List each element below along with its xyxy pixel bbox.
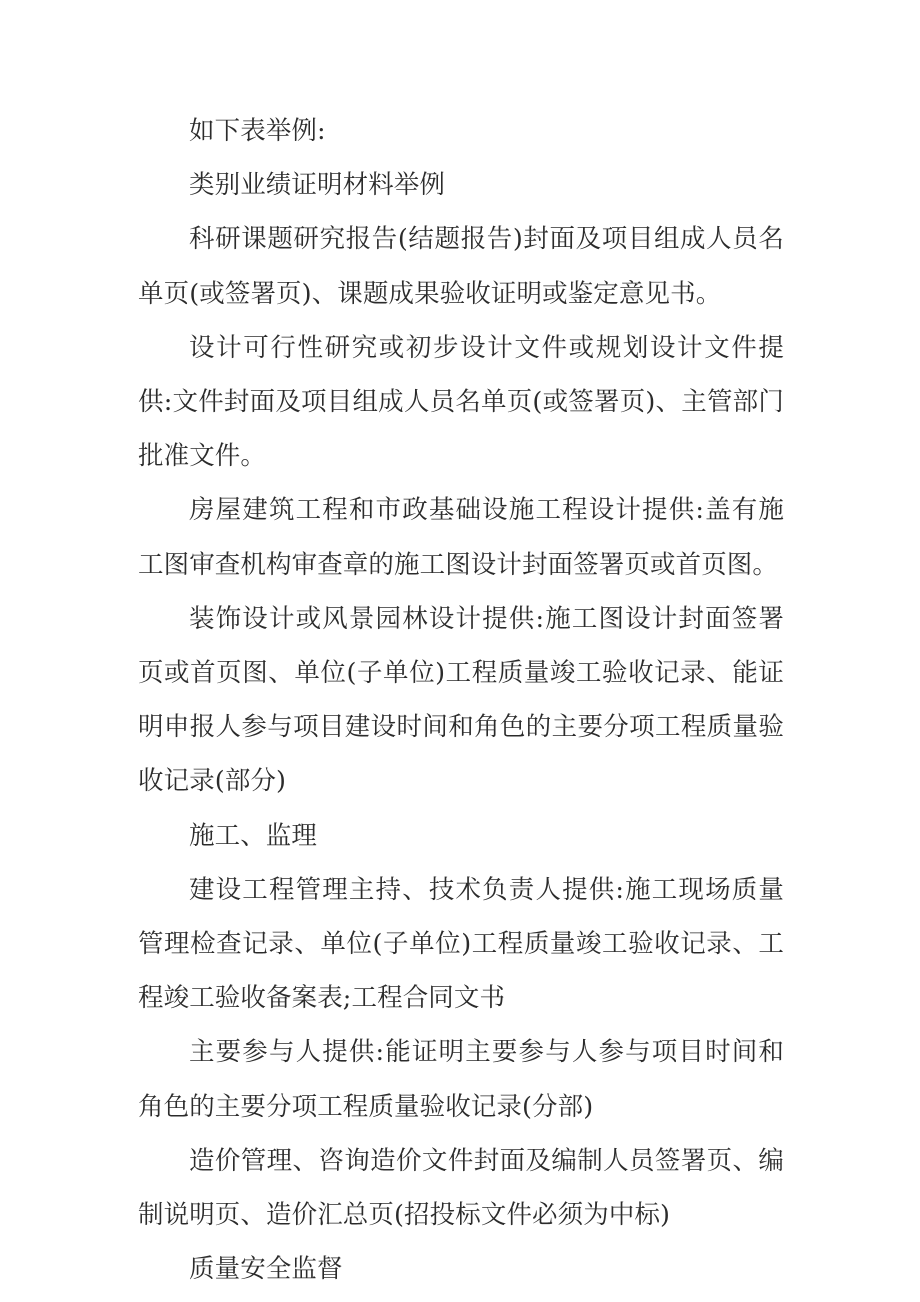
paragraph-main-participants: 主要参与人提供:能证明主要参与人参与项目时间和角色的主要分项工程质量验收记录(分部): [138, 1037, 784, 1122]
paragraph-quality-safety: 质量安全监督: [189, 1254, 343, 1285]
paragraph-intro: 如下表举例:: [189, 116, 326, 146]
paragraph-construction-supervision: 施工、监理: [189, 820, 318, 851]
paragraph-table-caption: 类别业绩证明材料举例: [189, 170, 446, 201]
paragraph-building-municipal: 房屋建筑工程和市政基础设施工程设计提供:盖有施工图审查机构审查章的施工图设计封面签署页或首页图。: [138, 495, 784, 580]
paragraph-research-topic: 科研课题研究报告(结题报告)封面及项目组成人员名单页(或签署页)、课题成果验收证明或鉴定意见书。: [138, 224, 784, 309]
paragraph-decoration-landscape: 装饰设计或风景园林设计提供:施工图设计封面签署页或首页图、单位(子单位)工程质量竣工验收记录、能证明申报人参与项目建设时间和角色的主要分项工程质量验收记录(部分): [138, 603, 784, 797]
paragraph-project-management: 建设工程管理主持、技术负责人提供:施工现场质量管理检查记录、单位(子单位)工程质量竣工验收记录、工程竣工验收备案表;工程合同文书: [138, 874, 784, 1014]
paragraph-design-feasibility: 设计可行性研究或初步设计文件或规划设计文件提供:文件封面及项目组成人员名单页(或签署页)、主管部门批准文件。: [138, 332, 784, 472]
document-text-body: [138, 104, 784, 1296]
paragraph-cost-management: 造价管理、咨询造价文件封面及编制人员签署页、编制说明页、造价汇总页(招投标文件必须为中标): [138, 1145, 784, 1231]
